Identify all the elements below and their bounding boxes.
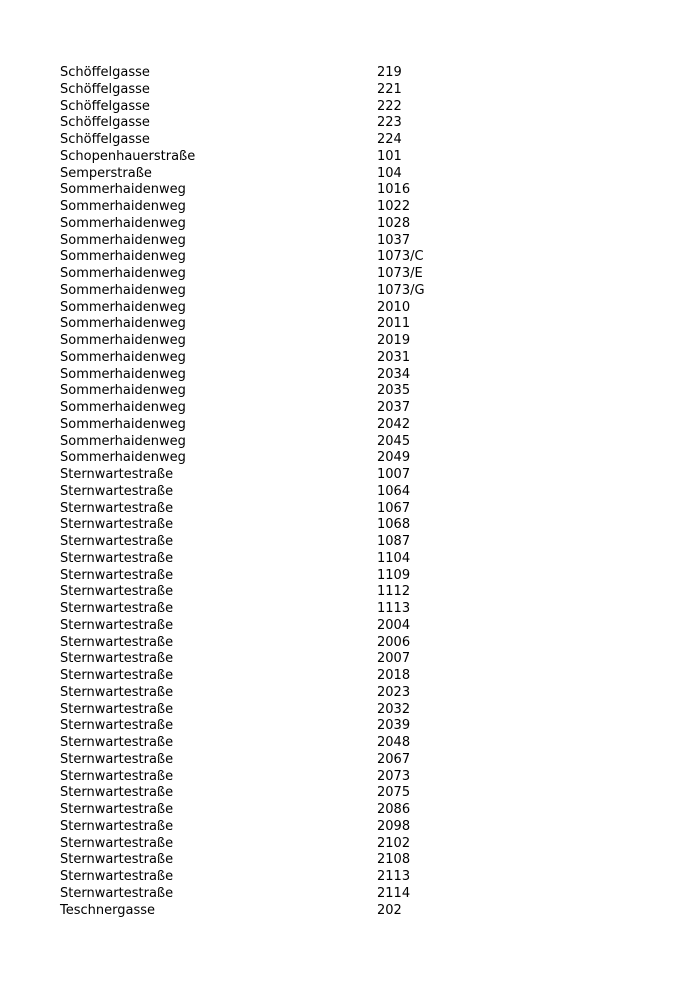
street-name-cell: Sternwartestraße — [60, 684, 174, 700]
street-name-cell: Schöffelgasse — [60, 132, 150, 147]
table-row — [60, 484, 660, 501]
house-number-cell: 219 — [377, 65, 402, 80]
house-number-cell: 223 — [377, 115, 402, 131]
house-number-cell: 2114 — [377, 885, 411, 901]
house-number-cell: 1087 — [377, 534, 411, 549]
house-number-cell: 2035 — [377, 383, 411, 399]
house-number-cell: 1109 — [377, 567, 411, 583]
house-number-cell: 2073 — [377, 768, 411, 784]
street-name-cell: Sommerhaidenweg — [60, 433, 186, 449]
house-number-cell: 2011 — [377, 316, 411, 332]
street-name-cell: Sternwartestraße — [60, 718, 174, 734]
house-number-cell: 1104 — [377, 550, 411, 566]
house-number-cell: 2039 — [377, 718, 411, 734]
house-number-cell: 1073/E — [377, 266, 423, 281]
street-name-cell: Sommerhaidenweg — [60, 316, 186, 332]
street-name-cell: Sternwartestraße — [60, 735, 174, 750]
table-row — [60, 819, 660, 836]
house-number-cell: 2108 — [377, 852, 411, 868]
house-number-cell: 2006 — [377, 634, 411, 650]
table-row — [60, 551, 660, 568]
table-row — [60, 752, 660, 769]
street-name-cell: Sommerhaidenweg — [60, 366, 186, 382]
street-name-cell: Schopenhauerstraße — [60, 148, 196, 164]
house-number-cell: 1028 — [377, 215, 411, 231]
street-name-cell: Sommerhaidenweg — [60, 182, 186, 198]
table-row — [60, 685, 660, 702]
table-row — [60, 417, 660, 434]
table-row — [60, 836, 660, 853]
table-row — [60, 869, 660, 886]
house-number-cell: 1073/G — [377, 282, 425, 298]
house-number-cell: 104 — [377, 165, 402, 181]
address-table — [60, 65, 660, 919]
street-name-cell: Sommerhaidenweg — [60, 416, 186, 432]
street-name-cell: Sternwartestraße — [60, 835, 174, 851]
street-name-cell: Sommerhaidenweg — [60, 266, 186, 281]
street-name-cell: Sommerhaidenweg — [60, 232, 186, 248]
street-name-cell: Sternwartestraße — [60, 768, 174, 784]
table-row — [60, 316, 660, 333]
street-name-cell: Sternwartestraße — [60, 567, 174, 583]
house-number-cell: 1112 — [377, 584, 411, 600]
house-number-cell: 1068 — [377, 517, 411, 533]
street-name-cell: Sternwartestraße — [60, 885, 174, 901]
house-number-cell: 2010 — [377, 299, 411, 315]
street-name-cell: Sommerhaidenweg — [60, 383, 186, 399]
street-name-cell: Sommerhaidenweg — [60, 349, 186, 365]
table-row — [60, 216, 660, 233]
table-row — [60, 635, 660, 652]
street-name-cell: Schöffelgasse — [60, 81, 150, 97]
table-row — [60, 115, 660, 132]
house-number-cell: 2034 — [377, 366, 411, 382]
table-row — [60, 199, 660, 216]
table-row — [60, 383, 660, 400]
house-number-cell: 2075 — [377, 785, 411, 801]
house-number-cell: 2049 — [377, 450, 411, 466]
street-name-cell: Sternwartestraße — [60, 550, 174, 566]
table-row — [60, 182, 660, 199]
table-row — [60, 233, 660, 250]
street-name-cell: Schöffelgasse — [60, 115, 150, 131]
street-name-cell: Sternwartestraße — [60, 617, 174, 633]
table-row — [60, 769, 660, 786]
house-number-cell: 2031 — [377, 349, 411, 365]
street-name-cell: Sommerhaidenweg — [60, 249, 186, 265]
table-row — [60, 886, 660, 903]
house-number-cell: 2007 — [377, 651, 411, 667]
house-number-cell: 2113 — [377, 869, 411, 884]
street-name-cell: Sommerhaidenweg — [60, 450, 186, 466]
table-row — [60, 584, 660, 601]
table-row — [60, 99, 660, 116]
house-number-cell: 101 — [377, 148, 402, 164]
table-row — [60, 149, 660, 166]
table-row — [60, 735, 660, 752]
table-row — [60, 668, 660, 685]
street-name-cell: Sternwartestraße — [60, 701, 174, 717]
street-name-cell: Sternwartestraße — [60, 869, 174, 884]
table-row — [60, 450, 660, 467]
street-name-cell: Sternwartestraße — [60, 785, 174, 801]
house-number-cell: 1022 — [377, 199, 411, 214]
table-row — [60, 501, 660, 518]
table-row — [60, 367, 660, 384]
street-name-cell: Sternwartestraße — [60, 802, 174, 817]
street-name-cell: Schöffelgasse — [60, 98, 150, 114]
street-name-cell: Semperstraße — [60, 165, 152, 181]
street-name-cell: Schöffelgasse — [60, 65, 150, 80]
street-name-cell: Sternwartestraße — [60, 534, 174, 549]
street-name-cell: Sommerhaidenweg — [60, 215, 186, 231]
street-name-cell: Sternwartestraße — [60, 634, 174, 650]
table-row — [60, 300, 660, 317]
house-number-cell: 1064 — [377, 483, 411, 499]
house-number-cell: 2045 — [377, 433, 411, 449]
table-row — [60, 802, 660, 819]
street-name-cell: Sommerhaidenweg — [60, 282, 186, 298]
street-name-cell: Sternwartestraße — [60, 584, 174, 600]
street-name-cell: Sternwartestraße — [60, 601, 174, 616]
table-row — [60, 785, 660, 802]
house-number-cell: 1067 — [377, 500, 411, 516]
house-number-cell: 1113 — [377, 601, 411, 616]
table-row — [60, 718, 660, 735]
street-name-cell: Sommerhaidenweg — [60, 400, 186, 415]
street-name-cell: Sommerhaidenweg — [60, 299, 186, 315]
house-number-cell: 1007 — [377, 467, 411, 482]
street-name-cell: Teschnergasse — [60, 902, 156, 918]
house-number-cell: 2102 — [377, 835, 411, 851]
table-row — [60, 517, 660, 534]
house-number-cell: 222 — [377, 98, 402, 114]
table-row — [60, 82, 660, 99]
house-number-cell: 1073/C — [377, 249, 424, 265]
table-row — [60, 618, 660, 635]
street-name-cell: Sternwartestraße — [60, 517, 174, 533]
table-row — [60, 249, 660, 266]
house-number-cell: 2004 — [377, 617, 411, 633]
house-number-cell: 2023 — [377, 684, 411, 700]
house-number-cell: 2067 — [377, 751, 411, 767]
table-row — [60, 903, 660, 920]
table-row — [60, 601, 660, 618]
street-name-cell: Sternwartestraße — [60, 668, 174, 683]
street-name-cell: Sommerhaidenweg — [60, 199, 186, 214]
house-number-cell: 1037 — [377, 232, 411, 248]
table-row — [60, 166, 660, 183]
table-row — [60, 132, 660, 149]
table-row — [60, 702, 660, 719]
table-row — [60, 400, 660, 417]
street-name-cell: Sternwartestraße — [60, 818, 174, 834]
table-row — [60, 467, 660, 484]
street-name-cell: Sternwartestraße — [60, 751, 174, 767]
house-number-cell: 2037 — [377, 400, 411, 415]
table-row — [60, 651, 660, 668]
house-number-cell: 2048 — [377, 735, 411, 750]
street-name-cell: Sternwartestraße — [60, 651, 174, 667]
street-name-cell: Sternwartestraße — [60, 483, 174, 499]
table-row — [60, 434, 660, 451]
street-name-cell: Sternwartestraße — [60, 852, 174, 868]
table-row — [60, 534, 660, 551]
house-number-cell: 221 — [377, 81, 402, 97]
house-number-cell: 2042 — [377, 416, 411, 432]
table-row — [60, 283, 660, 300]
street-name-cell: Sternwartestraße — [60, 467, 174, 482]
table-row — [60, 350, 660, 367]
table-row — [60, 266, 660, 283]
house-number-cell: 1016 — [377, 182, 411, 198]
street-name-cell: Sternwartestraße — [60, 500, 174, 516]
house-number-cell: 2098 — [377, 818, 411, 834]
table-row — [60, 65, 660, 82]
house-number-cell: 224 — [377, 132, 402, 147]
house-number-cell: 2019 — [377, 333, 411, 348]
street-name-cell: Sommerhaidenweg — [60, 333, 186, 348]
house-number-cell: 2032 — [377, 701, 411, 717]
house-number-cell: 2086 — [377, 802, 411, 817]
table-row — [60, 333, 660, 350]
table-row — [60, 568, 660, 585]
house-number-cell: 202 — [377, 902, 402, 918]
house-number-cell: 2018 — [377, 668, 411, 683]
table-row — [60, 852, 660, 869]
